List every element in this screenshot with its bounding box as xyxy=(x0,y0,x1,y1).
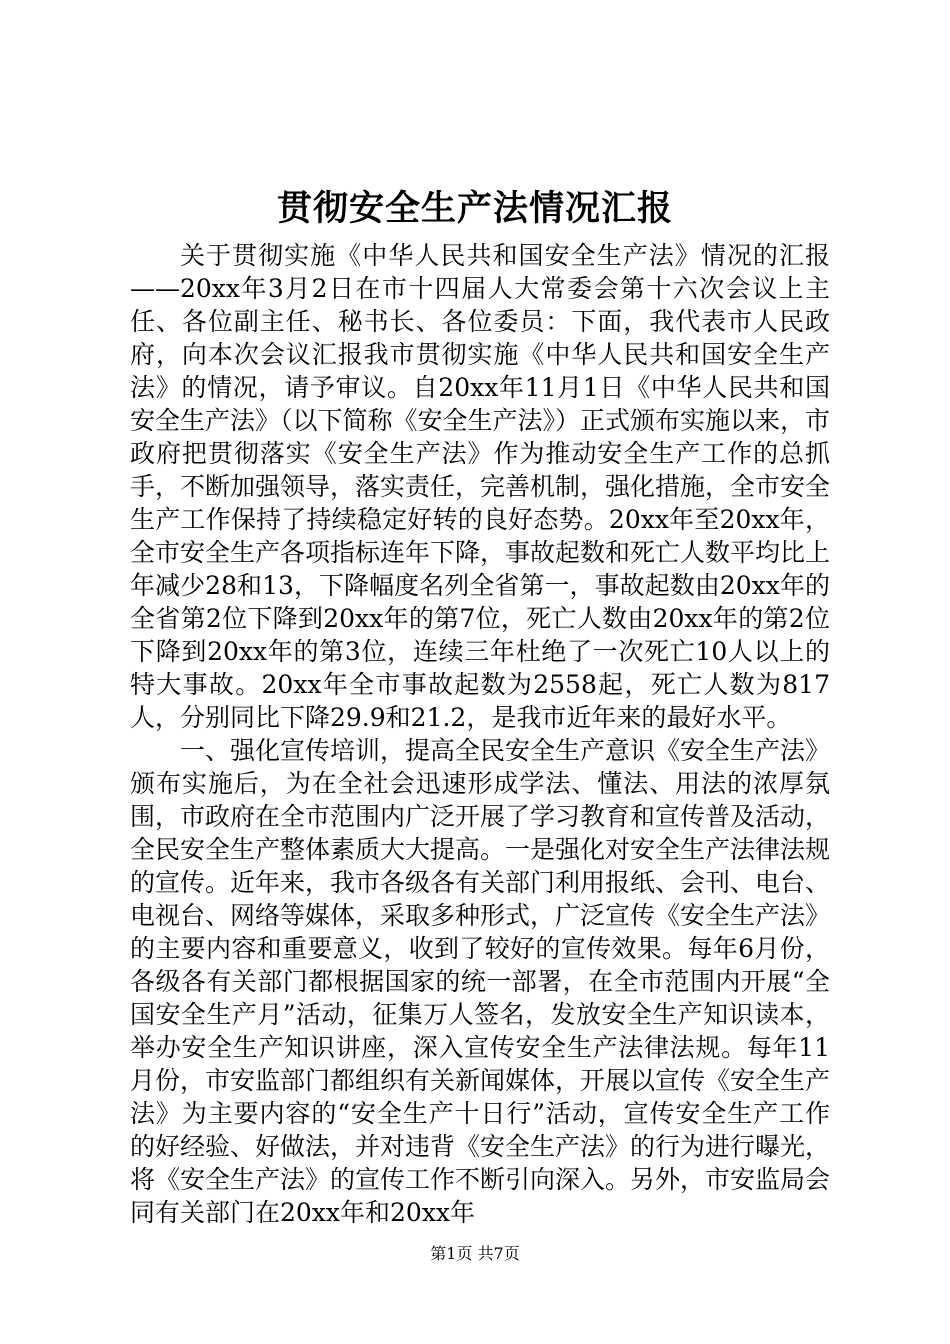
page-number-footer: 第1页 共7页 xyxy=(430,1244,520,1263)
paragraph-section-one: 一、强化宣传培训，提高全民安全生产意识《安全生产法》颁布实施后，为在全社会迅速形成学法、懂法、用法的浓厚氛围，市政府在全市范围内广泛开展了学习教育和宣传普及活动，全民安全生产整体素质大大提高。一是强化对安全生产法律法规的宣传。近年来，我市各级各有关部门利用报纸、会刊、电台、电视台、网络等媒体，采取多种形式，广泛宣传《安全生产法》的主要内容和重要意义，收到了较好的宣传效果。每年6月份，各级各有关部门都根据国家的统一部署，在全市范围内开展“全国安全生产月”活动，征集万人签名，发放安全生产知识读本，举办安全生产知识讲座，深入宣传安全生产法律法规。每年11月份，市安监部门都组织有关新闻媒体，开展以宣传《安全生产法》为主要内容的“安全生产十日行”活动，宣传安全生产工作的好经验、好做法，并对违背《安全生产法》的行为进行曝光，将《安全生产法》的宣传工作不断引向深入。另外，市安监局会同有关部门在20xx年和20xx年 xyxy=(130,736,831,1227)
document-body xyxy=(130,239,830,1229)
paragraph-intro: 关于贯彻实施《中华人民共和国安全生产法》情况的汇报——20xx年3月2日在市十四届人大常委会第十六次会议上主任、各位副主任、秘书长、各位委员：下面，我代表市人民政府，向本次会议汇报我市贯彻实施《中华人民共和国安全生产法》的情况，请予审议。自20xx年11月1日《中华人民共和国安全生产法》（以下简称《安全生产法》）正式颁布实施以来，市政府把贯彻落实《安全生产法》作为推动安全生产工作的总抓手，不断加强领导，落实责任，完善机制，强化措施，全市安全生产工作保持了持续稳定好转的良好态势。20xx年至20xx年，全市安全生产各项指标连年下降，事故起数和死亡人数平均比上年减少28和13，下降幅度名列全省第一，事故起数由20xx年的全省第2位下降到20xx年的第7位，死亡人数由20xx年的第2位下降到20xx年的第3位，连续三年杜绝了一次死亡10人以上的特大事故。20xx年全市事故起数为2558起，死亡人数为817人，分别同比下降29.9和21.2，是我市近年来的最好水平。 xyxy=(130,241,831,732)
document-title: 贯彻安全生产法情况汇报 xyxy=(276,188,673,229)
